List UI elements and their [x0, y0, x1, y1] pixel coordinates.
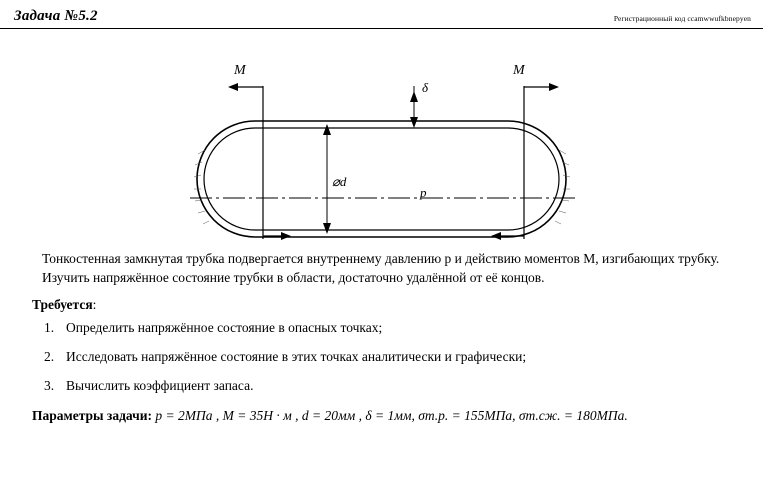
problem-parameters	[14, 407, 754, 425]
required-heading-text: Требуется	[32, 297, 93, 313]
parameters-colon: :	[147, 408, 153, 424]
paragraph-2: Изучить напряжённое состояние трубки в области, достаточно удалённой от её концов.	[42, 270, 545, 286]
requirements-list	[14, 319, 754, 396]
figure-label-moment-right: M	[513, 63, 525, 78]
registration-code: Регистрационный код ccamwwufkbnepyen	[613, 14, 751, 23]
figure-label-thickness: δ	[422, 80, 429, 95]
figure-label-diameter: ⌀d	[332, 174, 347, 189]
list-item: Определить напряжённое состояние в опасных точках;	[66, 319, 383, 335]
parameters-label: Параметры задачи	[32, 408, 148, 424]
required-heading	[14, 296, 754, 314]
document-body	[14, 250, 754, 426]
figure-label-pressure: p	[420, 185, 427, 200]
parameters-values: p = 2МПа , M = 35Н · м , d = 20мм , δ = 1мм, σт.р. = 155МПа, σт.сж. = 180МПа.	[155, 408, 628, 424]
list-item: Вычислить коэффициент запаса.	[66, 378, 254, 394]
header-divider	[0, 28, 763, 29]
document-header	[0, 0, 763, 30]
figure-label-moment-left: M	[234, 63, 246, 78]
paragraph-1: Тонкостенная замкнутая трубка подвергается внутреннему давлению p и действию моментов M, изгибающих трубку.	[42, 251, 720, 266]
required-heading-colon: :	[92, 297, 97, 313]
figure-thin-walled-tube	[0, 34, 763, 254]
page-title: Задача №5.2	[14, 8, 98, 24]
list-item: Исследовать напряжённое состояние в этих точках аналитически и графически;	[66, 348, 527, 364]
